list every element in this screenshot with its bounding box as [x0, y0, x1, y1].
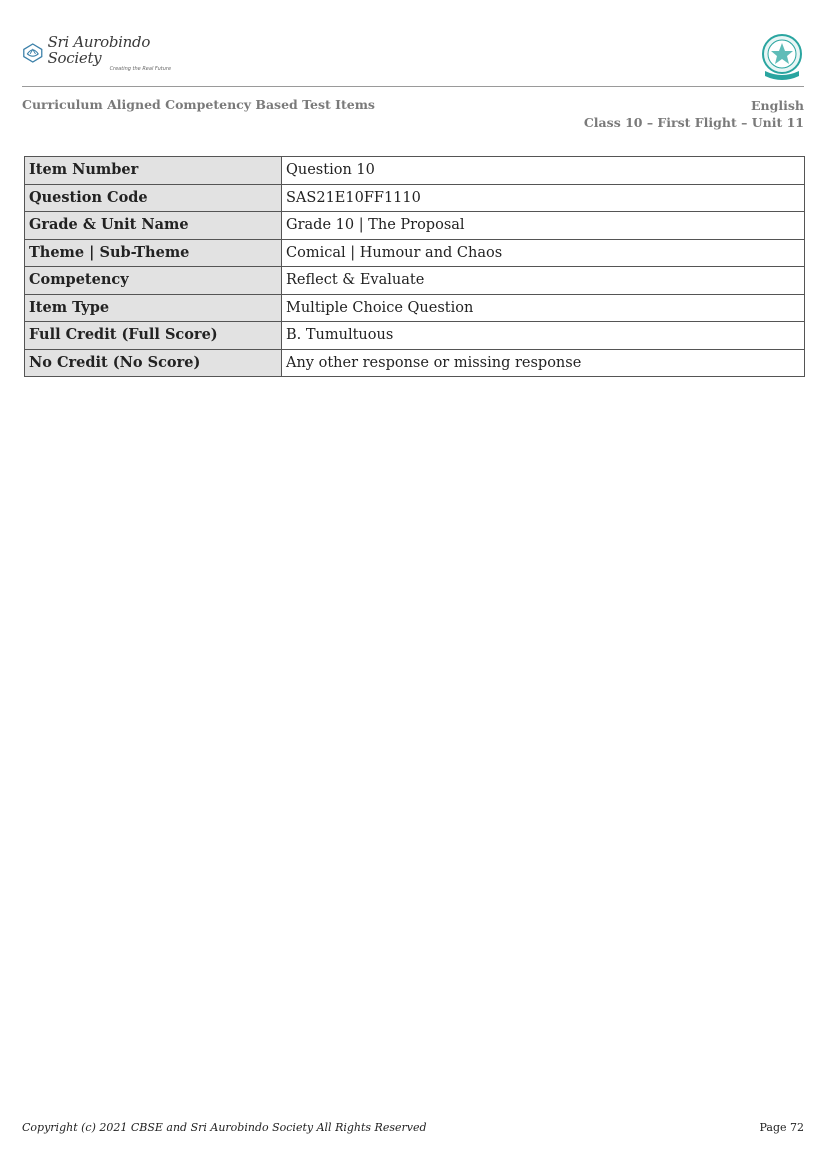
row-value: B. Tumultuous — [282, 322, 805, 350]
document-subject-block — [584, 97, 804, 131]
row-value: Any other response or missing response — [282, 349, 805, 377]
row-value: SAS21E10FF1110 — [282, 184, 805, 212]
table-row — [25, 212, 805, 240]
page-number: Page 72 — [759, 1121, 804, 1134]
table-row — [25, 267, 805, 295]
logo-name: Sri Aurobindo Society — [47, 32, 151, 67]
row-label: Item Type — [25, 294, 282, 322]
row-value: Multiple Choice Question — [282, 294, 805, 322]
row-label: Theme | Sub-Theme — [25, 239, 282, 267]
row-value: Question 10 — [282, 157, 805, 185]
cbse-seal-icon — [759, 33, 805, 81]
row-label: Competency — [25, 267, 282, 295]
lotus-emblem-icon — [22, 41, 44, 65]
unit-label: Class 10 – First Flight – Unit 11 — [583, 115, 804, 130]
row-label: Item Number — [25, 157, 282, 185]
row-value: Comical | Humour and Chaos — [282, 239, 805, 267]
logo-tagline: Creating the Real Future — [109, 65, 172, 72]
row-value: Grade 10 | The Proposal — [282, 212, 805, 240]
table-row — [25, 322, 805, 350]
row-label: Question Code — [25, 184, 282, 212]
cbse-seal-logo — [759, 33, 805, 81]
table-row — [25, 239, 805, 267]
row-label: Full Credit (Full Score) — [25, 322, 282, 350]
header-divider — [22, 86, 804, 87]
table-row — [25, 157, 805, 185]
row-label: Grade & Unit Name — [25, 212, 282, 240]
copyright-notice: Copyright (c) 2021 CBSE and Sri Aurobindo Society All Rights Reserved — [22, 1121, 427, 1134]
table-row — [25, 294, 805, 322]
table-row — [25, 184, 805, 212]
row-label: No Credit (No Score) — [25, 349, 282, 377]
table-row — [25, 349, 805, 377]
subject-label: English — [751, 98, 804, 113]
item-details-table — [24, 156, 805, 377]
row-value: Reflect & Evaluate — [282, 267, 805, 295]
document-title: Curriculum Aligned Competency Based Test Items — [22, 97, 375, 112]
sri-aurobindo-society-logo — [22, 32, 192, 72]
